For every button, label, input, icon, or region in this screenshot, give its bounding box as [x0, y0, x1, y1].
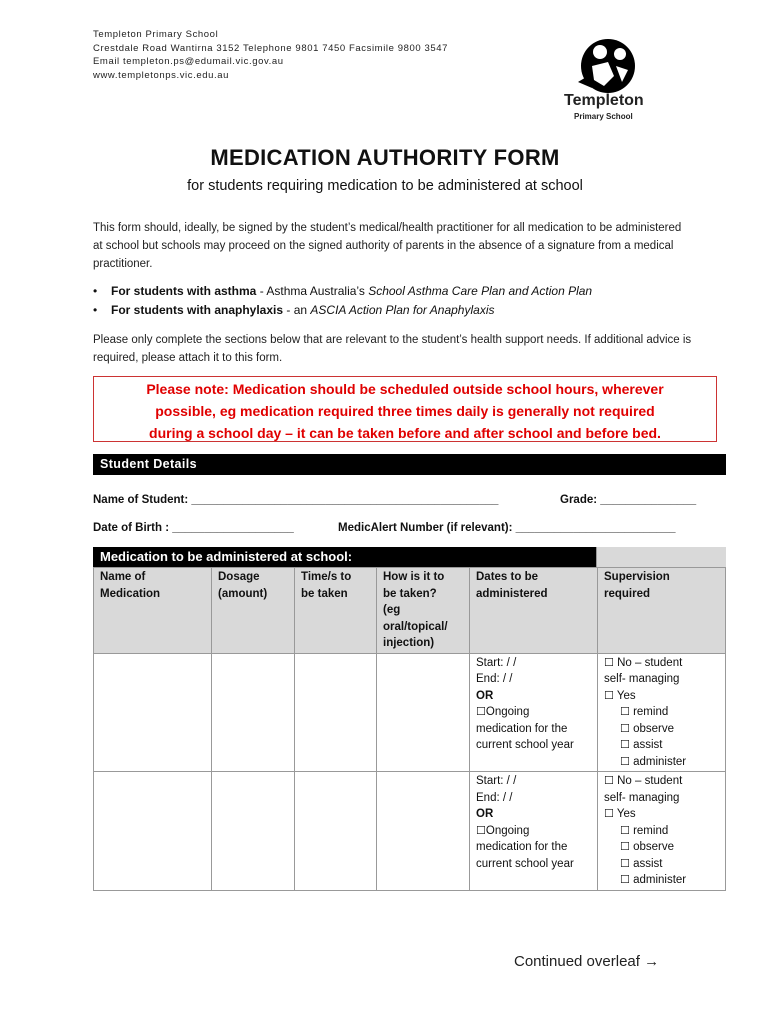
option-text: self- managing	[604, 791, 680, 804]
checkbox-icon[interactable]: ☐	[476, 705, 486, 718]
dosage-cell[interactable]	[212, 653, 295, 772]
administer-option[interactable]: ☐ administer	[620, 754, 687, 768]
administer-option[interactable]: ☐ administer	[620, 873, 687, 886]
medication-heading-bar	[93, 547, 726, 567]
ongoing-text: current school year	[476, 739, 574, 751]
yes-option[interactable]: ☐ Yes	[604, 807, 636, 820]
checkbox-icon[interactable]: ☐	[604, 655, 614, 669]
col-name-of-medication: Name of Medication	[94, 568, 212, 654]
school-website: www.templetonps.vic.edu.au	[93, 69, 229, 81]
ongoing-option[interactable]: ☐Ongoing	[476, 705, 530, 718]
bullet-italic: ASCIA Action Plan for Anaphylaxis	[310, 303, 495, 317]
school-address-block	[93, 28, 448, 82]
times-cell[interactable]	[295, 772, 377, 891]
list-item	[93, 301, 592, 320]
end-date-field[interactable]: End: / /	[476, 673, 513, 685]
col-how-taken: How is it to be taken? (eg oral/topical/ injection)	[377, 568, 470, 654]
checkbox-icon[interactable]: ☐	[476, 823, 486, 837]
bullet-italic: School Asthma Care Plan and Action Plan	[368, 284, 593, 298]
option-text: self- managing	[604, 673, 680, 685]
note-line: possible, eg medication required three times daily is generally not required	[155, 403, 655, 419]
student-name-field[interactable]: Name of Student: ________________________________________________	[93, 494, 499, 506]
checkbox-icon[interactable]: ☐	[620, 840, 630, 853]
dates-cell	[470, 772, 598, 891]
remind-option[interactable]: ☐ remind	[620, 823, 669, 837]
bullet-text: - an	[283, 303, 311, 317]
supervision-cell	[598, 772, 726, 891]
col-dosage: Dosage (amount)	[212, 568, 295, 654]
school-logo-emblem	[548, 36, 658, 96]
bullet-bold: For students with anaphylaxis	[111, 303, 284, 317]
bullet-icon: •	[93, 284, 98, 298]
medication-heading: Medication to be administered at school:	[93, 547, 596, 567]
or-label: OR	[476, 808, 494, 820]
table-row	[94, 653, 726, 772]
continued-overleaf: Continued overleaf →	[514, 953, 660, 970]
medication-table-header	[94, 568, 726, 654]
checkbox-icon[interactable]: ☐	[620, 721, 630, 735]
note-line: Please note: Medication should be scheduled outside school hours, wherever	[146, 381, 664, 397]
medicalert-number-field[interactable]: MedicAlert Number (if relevant): _________________________	[338, 522, 676, 534]
no-self-managing-option[interactable]: ☐ No – student	[604, 655, 683, 669]
checkbox-icon[interactable]: ☐	[620, 754, 630, 768]
supervision-cell	[598, 653, 726, 772]
medication-name-cell[interactable]	[94, 653, 212, 772]
grade-field[interactable]: Grade: _______________	[560, 494, 697, 506]
how-taken-cell[interactable]	[377, 653, 470, 772]
table-row	[94, 772, 726, 891]
school-address: Crestdale Road Wantirna 3152 Telephone 9801 7450 Facsimile 9800 3547	[93, 42, 449, 54]
how-taken-cell[interactable]	[377, 772, 470, 891]
medication-table	[93, 547, 726, 891]
dates-cell	[470, 653, 598, 772]
logo-subtitle: Primary School	[574, 112, 633, 121]
school-email: Email templeton.ps@edumail.vic.gov.au	[93, 56, 284, 67]
ongoing-text: medication for the	[476, 841, 568, 853]
ongoing-text: medication for the	[476, 722, 568, 735]
note-line: during a school day – it can be taken before and after school and before bed.	[149, 425, 661, 441]
checkbox-icon[interactable]: ☐	[620, 856, 630, 870]
observe-option[interactable]: ☐ observe	[620, 840, 674, 853]
times-cell[interactable]	[295, 653, 377, 772]
col-supervision: Supervision required	[598, 568, 726, 654]
bullet-bold: For students with asthma	[111, 284, 257, 298]
school-logo	[548, 36, 658, 124]
start-date-field[interactable]: Start: / /	[476, 775, 517, 787]
date-of-birth-field[interactable]: Date of Birth : ___________________	[93, 522, 294, 534]
no-self-managing-option[interactable]: ☐ No – student	[604, 774, 683, 787]
medication-heading-filler	[596, 547, 726, 567]
remind-option[interactable]: ☐ remind	[620, 705, 669, 718]
col-dates: Dates to be administered	[470, 568, 598, 654]
or-label: OR	[476, 689, 494, 702]
checkbox-icon[interactable]: ☐	[604, 807, 614, 820]
dosage-cell[interactable]	[212, 772, 295, 891]
checkbox-icon[interactable]: ☐	[620, 823, 630, 837]
please-note-box	[93, 376, 717, 442]
ongoing-text: current school year	[476, 857, 574, 870]
ongoing-option[interactable]: ☐Ongoing	[476, 823, 530, 837]
form-subtitle: for students requiring medication to be administered at school	[187, 178, 583, 194]
end-date-field[interactable]: End: / /	[476, 791, 513, 804]
form-title: MEDICATION AUTHORITY FORM	[210, 145, 560, 170]
medication-name-cell[interactable]	[94, 772, 212, 891]
logo-name: Templeton	[564, 92, 644, 109]
list-item	[93, 282, 592, 301]
bullet-icon: •	[93, 303, 98, 317]
observe-option[interactable]: ☐ observe	[620, 721, 674, 735]
student-details-heading: Student Details	[93, 454, 726, 475]
school-name: Templeton Primary School	[93, 29, 219, 40]
assist-option[interactable]: ☐ assist	[620, 738, 663, 751]
checkbox-icon[interactable]: ☐	[604, 688, 614, 702]
instructions-paragraph: Please only complete the sections below that are relevant to the student’s health support needs. If additional advice is required, please attach it to this form.	[93, 334, 692, 364]
start-date-field[interactable]: Start: / /	[476, 656, 517, 669]
intro-paragraph: This form should, ideally, be signed by the student’s medical/health practitioner for all medication to be administered at school but schools may proceed on the signed authority of parents in the absence of a signature from a medical practitioner.	[93, 222, 682, 270]
action-plan-list	[93, 282, 592, 320]
assist-option[interactable]: ☐ assist	[620, 856, 663, 870]
bullet-text: - Asthma Australia’s	[256, 284, 369, 298]
checkbox-icon[interactable]: ☐	[620, 873, 630, 886]
checkbox-icon[interactable]: ☐	[620, 738, 630, 751]
checkbox-icon[interactable]: ☐	[604, 774, 614, 787]
col-times: Time/s to be taken	[295, 568, 377, 654]
yes-option[interactable]: ☐ Yes	[604, 688, 636, 702]
checkbox-icon[interactable]: ☐	[620, 705, 630, 718]
